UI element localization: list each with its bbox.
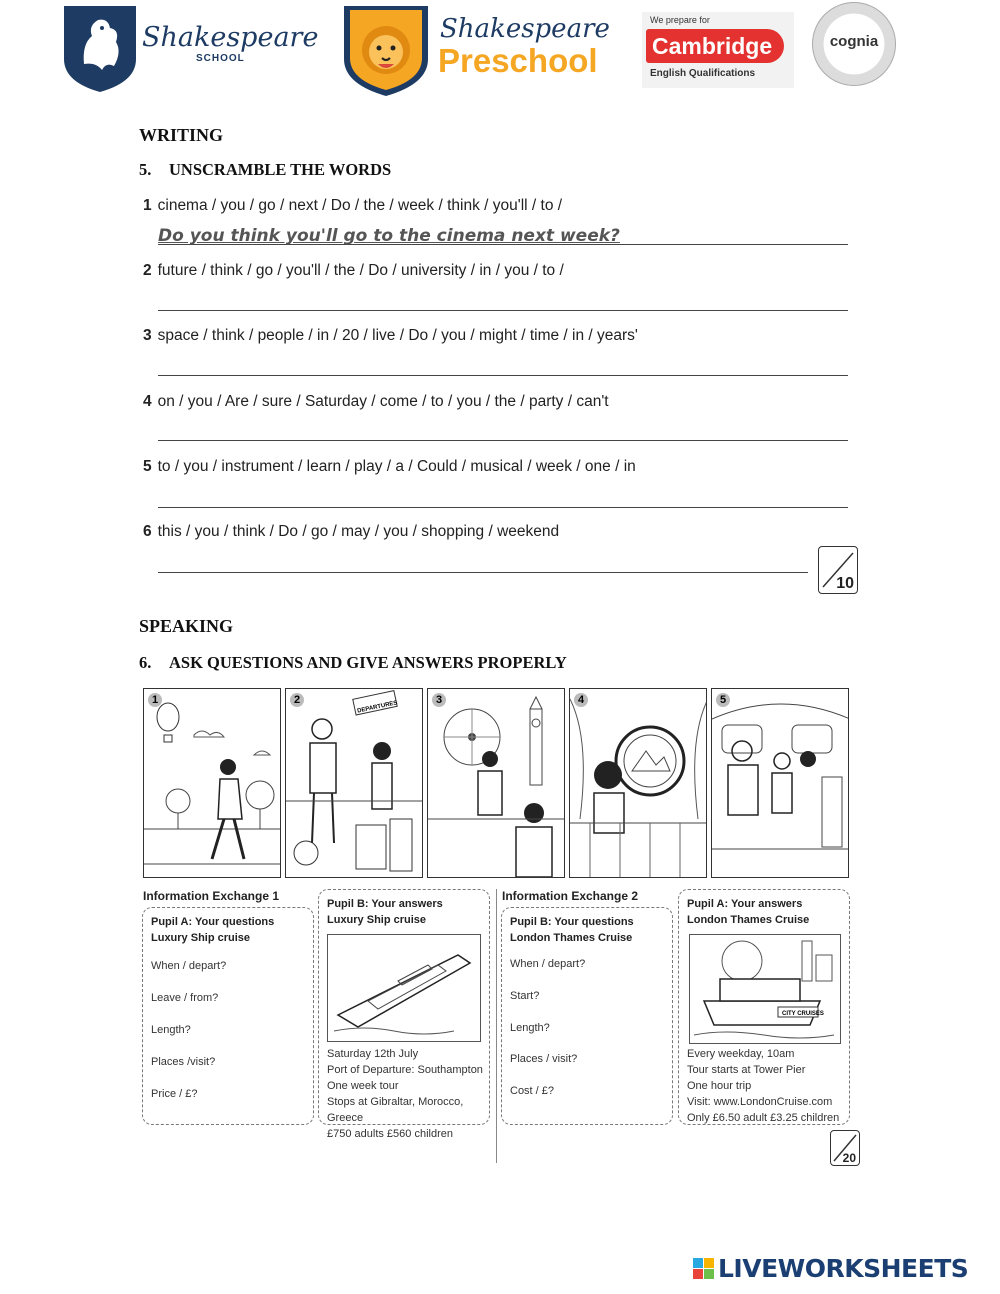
item-words: to / you / instrument / learn / play / a / Could / musical / week / one / in [157,458,636,475]
pupil-a-topic: London Thames Cruise [687,914,810,926]
answer-field-1[interactable]: Do you think you'll go to the cinema next week? [158,226,620,246]
comic-panel-3 [427,688,565,878]
scramble-item-6 [143,523,559,541]
question-5: Price / £? [151,1088,198,1100]
panel-number: 4 [574,693,588,707]
exchange-2-answers-box [678,889,850,1125]
exercise-6-title: ASK QUESTIONS AND GIVE ANSWERS PROPERLY [169,653,567,672]
answer-2: Tour starts at Tower Pier [687,1064,806,1076]
school-logo-text: Shakespeare [142,22,319,53]
writing-score-total: 10 [836,575,854,592]
pupil-a-heading: Pupil A: Your answers [687,898,803,910]
exchange-divider [496,889,497,1163]
answer-5: Only £6.50 adult £3.25 children [687,1112,840,1124]
cambridge-top-text: We prepare for [650,15,710,25]
panel-number: 1 [148,693,162,707]
pupil-a-topic: Luxury Ship cruise [151,932,251,944]
scramble-item-1 [143,197,562,215]
preschool-logo-text: Shakespeare [440,14,610,44]
exchange-1-answers-box [318,889,490,1140]
comic-panel-2 [285,688,423,878]
liveworksheets-brand[interactable]: LIVEWORKSHEETS [718,1254,969,1283]
exchange-2-questions-box [501,907,673,1125]
thames-boat-picture [689,934,841,1044]
scramble-item-2 [143,262,564,280]
school-logo-sub: SCHOOL [196,53,245,64]
pupil-b-topic: London Thames Cruise [510,932,633,944]
city-cruises-label: CITY CRUISES [782,1011,824,1017]
speaking-title: SPEAKING [139,616,234,636]
answer-line-3[interactable] [158,375,848,376]
cambridge-bottom-text: English Qualifications [650,68,756,79]
exchange-2-title: Information Exchange 2 [502,889,639,903]
exercise-5-number: 5. [139,160,152,179]
question-5: Cost / £? [510,1085,555,1097]
scramble-item-3 [143,327,638,345]
comic-panel-4 [569,688,707,878]
answer-4: Stops at Gibraltar, Morocco, Greece [327,1096,464,1124]
ship-porthole-illustration [570,689,707,878]
item-words: cinema / you / go / next / Do / the / week / think / you'll / to / [157,197,563,214]
answer-4: Visit: www.LondonCruise.com [687,1096,833,1108]
pupil-a-heading: Pupil A: Your questions [151,916,275,928]
liveworksheets-badge [693,1258,715,1280]
writing-score-box [818,546,858,594]
exercise-6-number: 6. [139,653,152,672]
scramble-item-5 [143,458,636,476]
departures-sign: DEPARTURES [356,700,399,715]
answer-5: £750 adults £560 children [327,1128,453,1140]
train-passengers-illustration [712,689,849,878]
item-words: future / think / go / you'll / the / Do / university / in / you / to / [157,262,564,279]
question-3: Length? [151,1024,191,1036]
answer-1: Saturday 12th July [327,1048,419,1060]
writing-title: WRITING [139,125,224,145]
item-number: 5 [143,458,152,475]
answer-3: One week tour [327,1080,399,1092]
exchange-1-title: Information Exchange 1 [143,889,280,903]
pupil-b-heading: Pupil B: Your answers [327,898,443,910]
panel-number: 5 [716,693,730,707]
preschool-logo-sub: Preschool [438,42,598,79]
item-number: 1 [143,197,152,214]
speaking-score-box [830,1130,860,1166]
shakespeare-school-crest-icon [62,4,138,94]
question-3: Length? [510,1022,550,1034]
comic-panel-1 [143,688,281,878]
item-words: space / think / people / in / 20 / live / Do / you / might / time / in / years' [157,327,638,344]
scramble-item-4 [143,393,609,411]
speaking-score-total: 20 [842,1151,856,1165]
exchange-1-questions-box [142,907,314,1125]
question-4: Places / visit? [510,1053,578,1065]
cambridge-logo [642,12,794,88]
question-2: Leave / from? [151,992,219,1004]
airport-departure-illustration [286,689,423,878]
answer-line-2[interactable] [158,310,848,311]
question-2: Start? [510,990,540,1002]
item-words: this / you / think / Do / go / may / you / shopping / weekend [157,523,560,540]
panel-number: 2 [290,693,304,707]
item-number: 2 [143,262,152,279]
answer-line-6[interactable] [158,572,808,573]
pupil-b-topic: Luxury Ship cruise [327,914,427,926]
item-words: on / you / Are / sure / Saturday / come / to / you / the / party / can't [157,393,609,410]
cognia-text: cognia [829,33,879,50]
question-1: When / depart? [151,960,227,972]
cruise-ship-picture [327,934,481,1042]
cambridge-name: Cambridge [646,29,784,63]
girl-walking-park-illustration [144,689,281,878]
cruise-ship-icon [328,935,480,1041]
question-4: Places /visit? [151,1056,216,1068]
exchange-1-answers [327,1046,489,1142]
question-1: When / depart? [510,958,586,970]
comic-panel-5 [711,688,849,878]
item-number: 4 [143,393,152,410]
answer-2: Port of Departure: Southampton [327,1064,483,1076]
exercise-5-title: UNSCRAMBLE THE WORDS [169,160,392,179]
cognia-accredited-seal [812,2,896,86]
exchange-2-answers [687,1046,839,1126]
london-eye-boat-illustration [428,689,565,878]
answer-line-4[interactable] [158,440,848,441]
item-number: 6 [143,523,152,540]
answer-1: Every weekday, 10am [687,1048,795,1060]
panel-number: 3 [432,693,446,707]
preschool-lion-crest-icon [342,4,430,98]
item-number: 3 [143,327,152,344]
answer-3: One hour trip [687,1080,752,1092]
thames-boat-icon [690,935,840,1043]
answer-line-5[interactable] [158,507,848,508]
pupil-b-heading: Pupil B: Your questions [510,916,634,928]
